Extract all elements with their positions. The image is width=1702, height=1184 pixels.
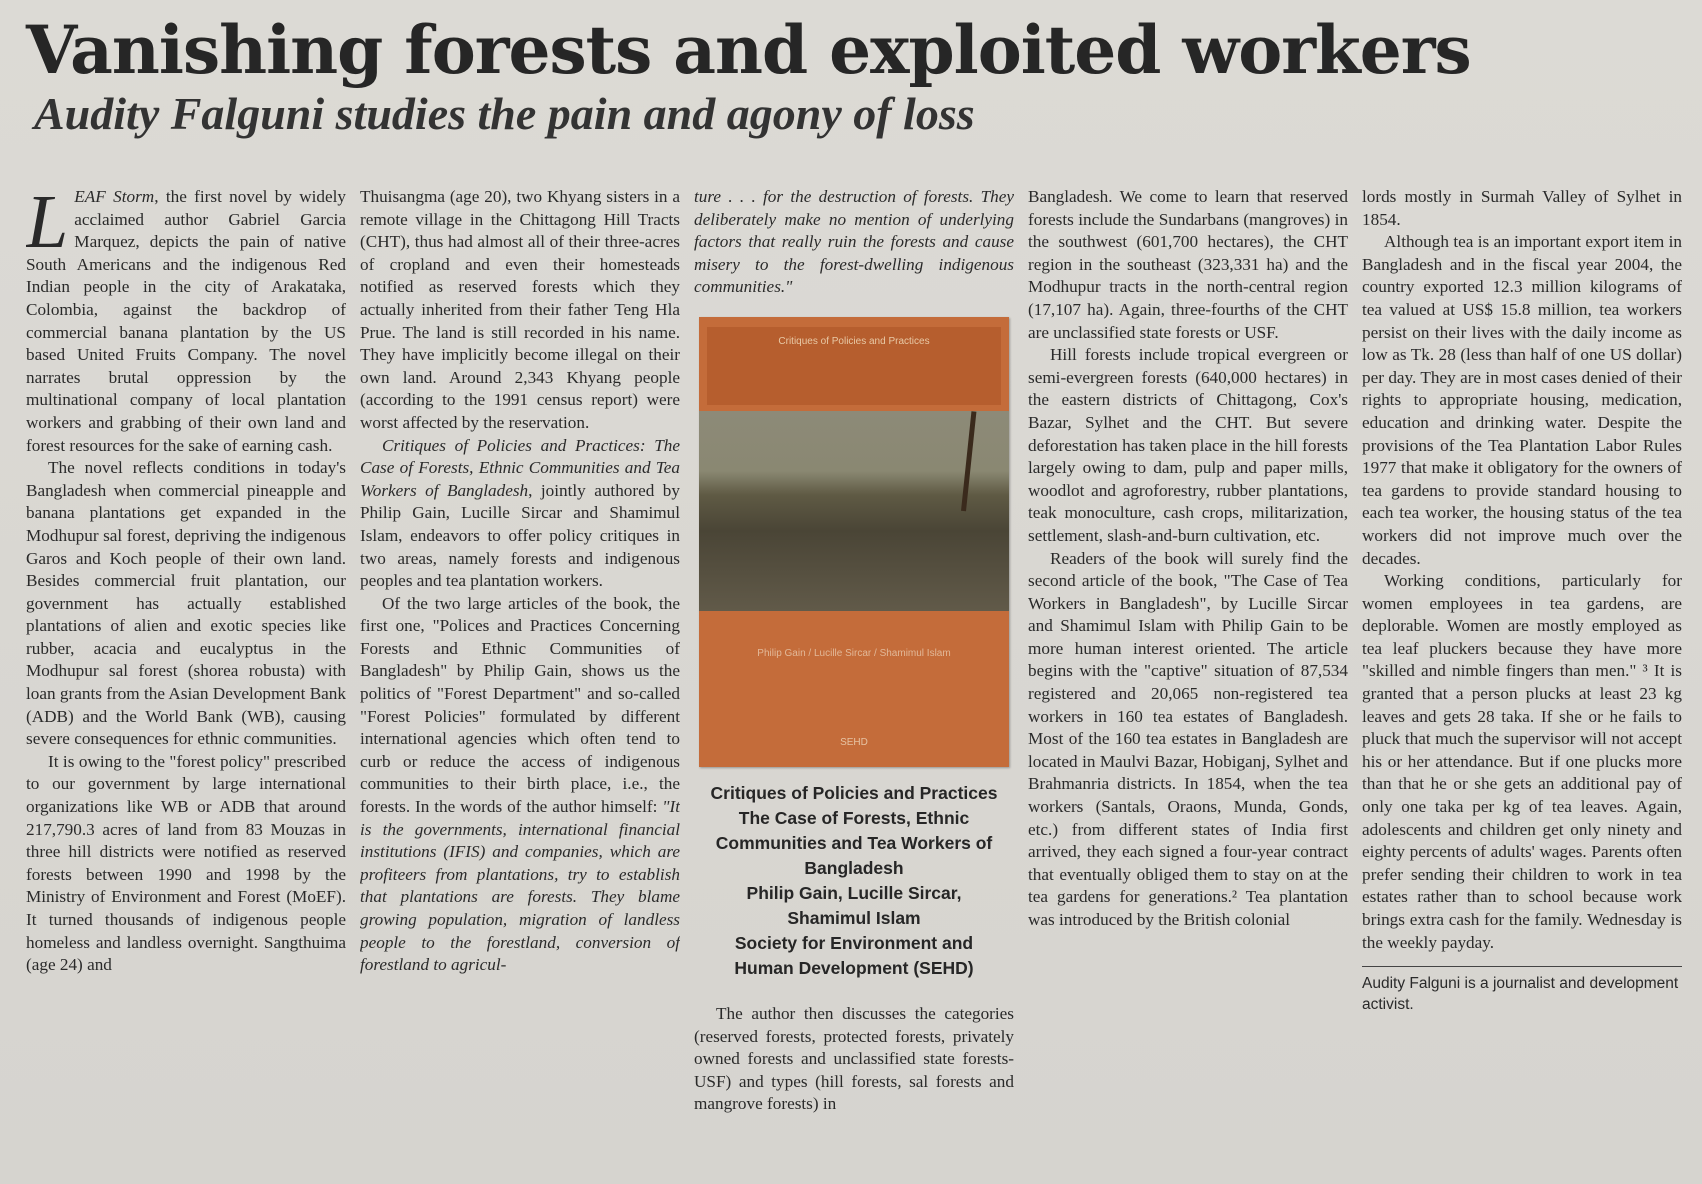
headline: Vanishing forests and exploited workers xyxy=(26,11,1471,89)
column-3 xyxy=(694,186,1014,1176)
paragraph: Bangladesh. We come to learn that reserved forests include the Sundarbans (mangroves) in the southwest (601,700 hectares), the CHT region in the southeast (323,331 ha) and the Modhupur tracts in the north-central region (17,107 ha). Again, three-fourths of the CHT are unclassified state forests or USF. xyxy=(1028,187,1348,342)
column-5 xyxy=(1362,186,1682,1176)
book-cover-title: Critiques of Policies and Practices xyxy=(778,335,930,347)
book-cover-publisher: SEHD xyxy=(840,737,868,749)
author-quote: "It is the governments, international financial institutions (IFIS) and companies, which are profiteers from plantations, try to establish that plantations are forests. They blame growing population, migration of landless people to the forestland, conversion of forestland to agricul- xyxy=(360,797,680,975)
paragraph-text: , the first novel by widely acclaimed author Gabriel Garcia Marquez, depicts the pain of native South Americans and the indigenous Red Indian people in the city of Arakataka, Colombia, against the backdrop of commercial banana plantation by the US based United Fruits Company. The novel narrates brutal oppression by the multinational company of local plantation workers and grabbing of their own land and forest resources for the sake of earning cash. xyxy=(26,187,346,455)
paragraph-text: , jointly authored by Philip Gain, Lucille Sircar and Shamimul Islam, endeavors to offer policy critiques in two areas, namely forests and indigenous peoples and tea plantation workers. xyxy=(360,480,680,591)
caption-line: Society for Environment and xyxy=(734,932,974,953)
caption-line: The Case of Forests, Ethnic xyxy=(738,807,970,828)
book-title: Critiques of Policies and Practices: The Case of Forests, Ethnic Communities and Tea Workers of Bangladesh xyxy=(360,435,680,500)
column-4 xyxy=(1028,186,1348,1176)
paragraph: lords mostly in Surmah Valley of Sylhet in 1854. xyxy=(1362,187,1682,229)
book-caption xyxy=(694,781,1014,981)
author-credit: Audity Falguni is a journalist and development activist. xyxy=(1362,966,1682,1015)
book-cover-title-band xyxy=(707,327,1001,405)
caption-line: Philip Gain, Lucille Sircar, xyxy=(746,882,962,903)
paragraph xyxy=(360,593,680,977)
paragraph: Thuisangma (age 20), two Khyang sisters in a remote village in the Chittagong Hill Tracts (CHT), thus had almost all of their three-acres of cropland and even their homesteads notified as reserved forests which they actually inherited from their father Teng Hla Prue. The land is still recorded in his name. They have implicitly become illegal on their own land. Around 2,343 Khyang people (according to the 1991 census report) were worst affected by the reservation. xyxy=(360,187,680,432)
paragraph: Readers of the book will surely find the second article of the book, "The Case of Tea Workers in Bangladesh", by Lucille Sircar and Shamimul Islam with Philip Gain to be more human interest oriented. The article begins with the "captive" situation of 87,534 registered and 20,065 non-registered tea workers in 160 tea estates of Bangladesh. Most of the 160 tea estates in Bangladesh are located in Maulvi Bazar, Hobiganj, Sylhet and Brahmanria districts. In 1854, when the tea workers (Santals, Oraons, Munda, Gonds, etc.) from different states of India first arrived, they each signed a four-year contract that eventually obliged them to stay on at the tea gardens for generations.² Tea plantation was introduced by the British colonial xyxy=(1028,548,1348,929)
paragraph: The novel reflects conditions in today's Bangladesh when commercial pineapple and banana plantations get expanded in the Modhupur sal forest, depriving the indigenous Garos and Koch people of their own land. Besides commercial fruit plantation, our government has actually established plantations of alien and exotic species like rubber, acacia and eucalyptus in the Modhupur sal forest (shorea robusta) with loan grants from the Asian Development Bank (ADB) and the World Bank (WB), causing severe consequences for ethnic communities. xyxy=(26,458,346,749)
paragraph: Hill forests include tropical evergreen or semi-evergreen forests (640,000 hectares) in the eastern districts of Chittagong, Cox's Bazar, Sylhet and the CHT. But severe deforestation has taken place in the hill forests largely owing to dam, pulp and paper mills, woodlot and agroforestry, rubber plantations, teak monoculture, cash crops, militarization, settlement, slash-and-burn cultivation, etc. xyxy=(1028,345,1348,545)
paragraph xyxy=(360,435,680,593)
caption-line: Bangladesh xyxy=(804,857,904,878)
caption-line: Communities and Tea Workers of xyxy=(715,832,993,853)
paragraph: Although tea is an important export item in Bangladesh and in the fiscal year 2004, the country exported 12.3 million kilograms of tea valued at US$ 15.8 million, tea workers persist on their lives with the daily income as low as Tk. 28 (less than half of one US dollar) per day. They are in most cases denied of their rights to appropriate housing, medication, education and drinking water. Despite the provisions of the Tea Plantation Labor Rules 1977 that make it obligatory for the owners of tea gardens to provide standard housing to each tea worker, the housing status of the tea workers did not improve much over the decades. xyxy=(1362,232,1682,568)
novel-title: EAF Storm xyxy=(74,187,155,206)
caption-line: Critiques of Policies and Practices xyxy=(710,782,998,803)
author-quote-continued: ture . . . for the destruction of forests. They deliberately make no mention of underlying factors that really ruin the forests and cause misery to the forest-dwelling indigenous communities." xyxy=(694,187,1014,297)
paragraph: It is owing to the "forest policy" prescribed to our government by large international organizations like WB or ADB that around 217,790.3 acres of land from 83 Mouzas in three hill districts were notified as reserved forests between 1990 and 1998 by the Ministry of Environment and Forest (MoEF). It turned thousands of indigenous people homeless and landless overnight. Sangthuima (age 24) and xyxy=(26,751,346,975)
caption-line: Shamimul Islam xyxy=(787,907,921,928)
book-cover-image xyxy=(694,317,1014,767)
paragraph: The author then discusses the categories (reserved forests, protected forests, privately owned forests and unclassified state forests-USF) and types (hill forests, sal forests and mangrove forests) in xyxy=(694,1003,1014,1114)
column-2 xyxy=(360,186,680,1176)
book-cover-authors: Philip Gain / Lucille Sircar / Shamimul Islam xyxy=(757,647,951,659)
paragraph-text: Of the two large articles of the book, the first one, "Polices and Practices Concerning Forests and Ethnic Communities of Bangladesh" by Philip Gain, shows us the politics of "Forest Department" and so-called "Forest Policies" formulated by different international agencies which often tend to curb or reduce the access of indigenous communities to their birth place, i.e., the forests. In the words of the author himself: xyxy=(360,593,680,817)
drop-cap: L xyxy=(26,186,69,264)
paragraph: Working conditions, particularly for women employees in tea gardens, are deplorable. Women are mostly employed as tea leaf pluckers because they have more "skilled and nimble fingers than men." ³ It is granted that a person plucks at least 23 kg leaves and gets 28 taka. If she or he fails to pluck that much the supervisor will not accept his or her attendance. But if one plucks more than that he or she gets an additional pay of only one taka per kg of tea leaves. Again, adolescents and children get only ninety and eighty percents of adults' wages. Parents often prefer sending their children to work in tea estates rather than to school because work brings extra cash for the family. Wednesday is the weekly payday. xyxy=(1362,571,1682,952)
column-1 xyxy=(26,186,346,1176)
article-columns xyxy=(26,186,1682,1176)
subheadline: Audity Falguni studies the pain and agony of loss xyxy=(34,88,975,139)
caption-line: Human Development (SEHD) xyxy=(734,957,974,978)
book-cover xyxy=(699,317,1009,767)
paragraph xyxy=(26,186,346,457)
